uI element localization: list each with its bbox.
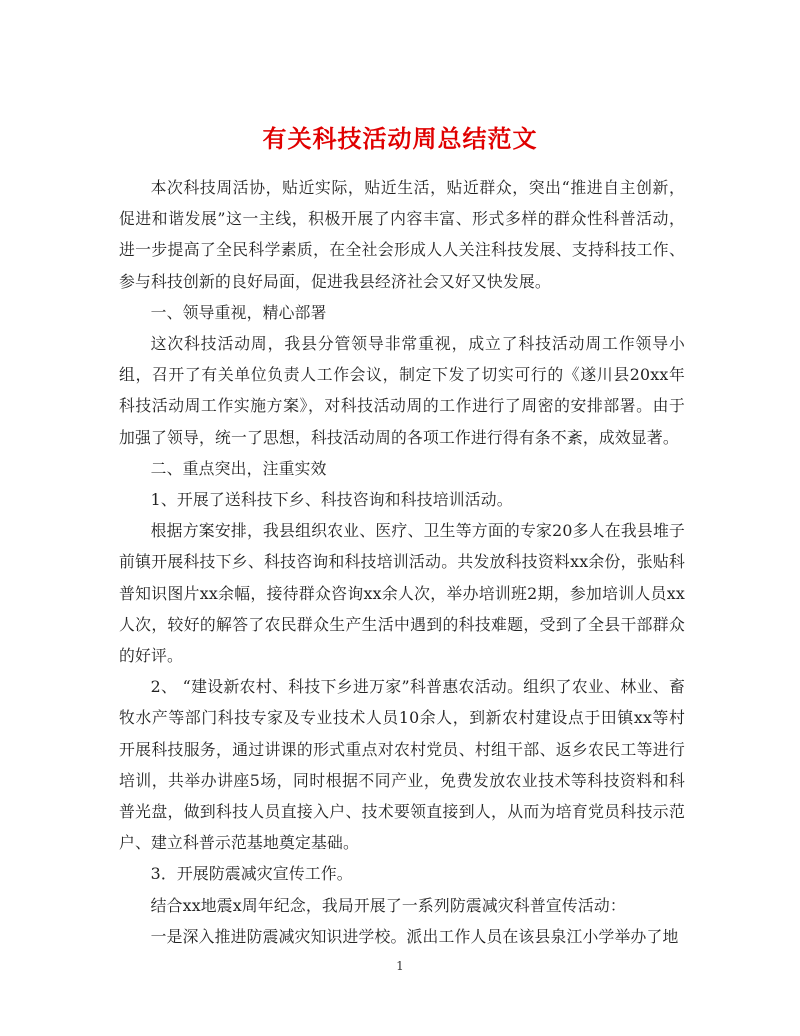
body-paragraph: 这次科技活动周，我县分管领导非常重视，成立了科技活动周工作领导小组，召开了有关单位负责人工作会议，制定下发了切实可行的《遂川县20xx年科技活动周工作实施方案》，对科技活动周的工作进行了周密的安排部署。由于加强了领导，统一了思想，科技活动周的各项工作进行得有条不紊，成效显著。 bbox=[119, 334, 685, 447]
subsection-heading: 3．开展防震减灾宣传工作。 bbox=[150, 864, 353, 884]
page-title: 有关科技活动周总结范文 bbox=[262, 124, 538, 154]
section-heading-2: 二、重点突出，注重实效 bbox=[150, 458, 327, 478]
body-paragraph: 结合xx地震x周年纪念，我局开展了一系列防震减灾科普宣传活动： bbox=[150, 895, 626, 915]
subsection-heading: 1、开展了送科技下乡、科技咨询和科技培训活动。 bbox=[150, 490, 513, 510]
page-number: 1 bbox=[396, 959, 404, 973]
document-body bbox=[119, 172, 685, 952]
body-paragraph: 一是深入推进防震减灾知识进学校。派出工作人员在该县泉江小学举办了地 bbox=[150, 926, 679, 946]
body-paragraph: 2、 “建设新农村、科技下乡进万家”科普惠农活动。组织了农业、林业、畜牧水产等部门科技专家及专业技术人员10余人，到新农村建设点于田镇xx等村开展科技服务，通过讲课的形式重点对农村党员、村组干部、返乡农民工等进行培训，共举办讲座5场，同时根据不同产业，免费发放农业技术等科技资料和科普光盘，做到科技人员直接入户、技术要领直接到人，从而为培育党员科技示范户、建立科普示范基地奠定基础。 bbox=[119, 677, 685, 853]
section-heading-1: 一、领导重视，精心部署 bbox=[150, 302, 327, 322]
intro-paragraph: 本次科技周活协，贴近实际，贴近生活，贴近群众，突出“推进自主创新，促进和谐发展”这一主线，积极开展了内容丰富、形式多样的群众性科普活动，进一步提高了全民科学素质，在全社会形成人人关注科技发展、支持科技工作、参与科技创新的良好局面，促进我县经济社会又好又快发展。 bbox=[119, 178, 685, 291]
body-paragraph: 根据方案安排，我县组织农业、医疗、卫生等方面的专家20多人在我县堆子前镇开展科技下乡、科技咨询和科技培训活动。共发放科技资料xx余份，张贴科普知识图片xx余幅，接待群众咨询xx余人次，举办培训班2期，参加培训人员xx人次，较好的解答了农民群众生产生活中遇到的科技难题，受到了全县干部群众的好评。 bbox=[119, 521, 685, 666]
